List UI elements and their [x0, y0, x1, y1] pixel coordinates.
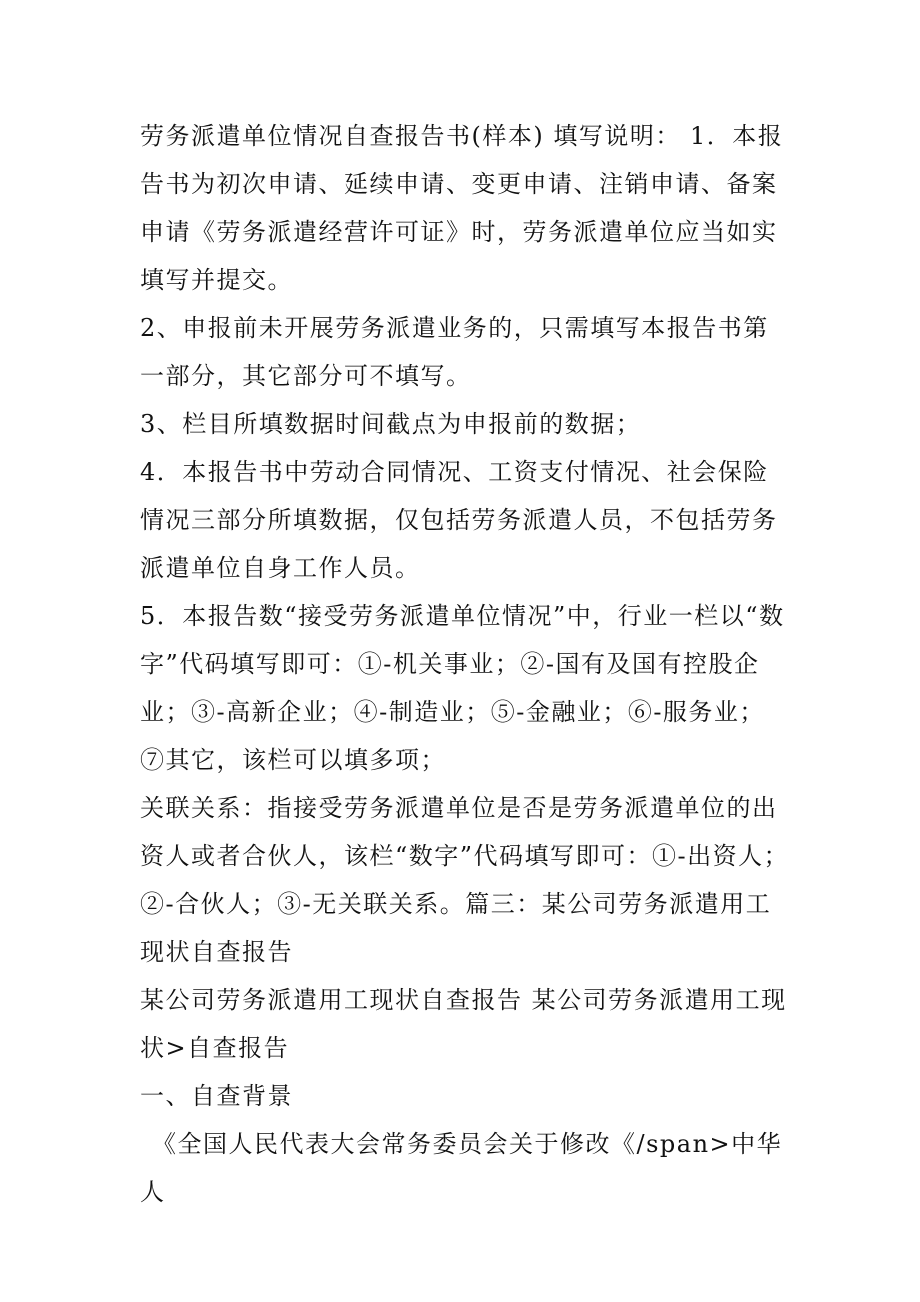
section-heading-background: 一、自查背景	[140, 1082, 293, 1110]
paragraph-background-text: 《全国人民代表大会常务委员会关于修改《/span>中华人	[140, 1130, 783, 1206]
paragraph-instructions-intro: 劳务派遣单位情况自查报告书(样本) 填写说明： 1．本报告书为初次申请、延续申请、变更申请、注销申请、备案申请《劳务派遣经营许可证》时，劳务派遣单位应当如实填写并提交。	[140, 122, 784, 294]
paragraph-item-5: 5．本报告数“接受劳务派遣单位情况”中，行业一栏以“数字”代码填写即可：①-机关事业；②-国有及国有控股企业；③-高新企业；④-制造业；⑤-金融业；⑥-服务业；⑦其它，该栏可以填多项；	[140, 602, 785, 774]
paragraph-report-title: 某公司劳务派遣用工现状自查报告 某公司劳务派遣用工现状>自查报告	[140, 986, 787, 1062]
paragraph-relationship: 关联关系：指接受劳务派遣单位是否是劳务派遣单位的出资人或者合伙人，该栏“数字”代码填写即可：①-出资人；②-合伙人；③-无关联关系。篇三：某公司劳务派遣用工现状自查报告	[140, 794, 790, 966]
document-body	[140, 112, 790, 1216]
paragraph-item-2: 2、申报前未开展劳务派遣业务的，只需填写本报告书第一部分，其它部分可不填写。	[140, 314, 769, 390]
paragraph-item-3: 3、栏目所填数据时间截点为申报前的数据；	[140, 410, 642, 438]
paragraph-item-4: 4．本报告书中劳动合同情况、工资支付情况、社会保险情况三部分所填数据，仅包括劳务派遣人员，不包括劳务派遣单位自身工作人员。	[140, 458, 778, 582]
